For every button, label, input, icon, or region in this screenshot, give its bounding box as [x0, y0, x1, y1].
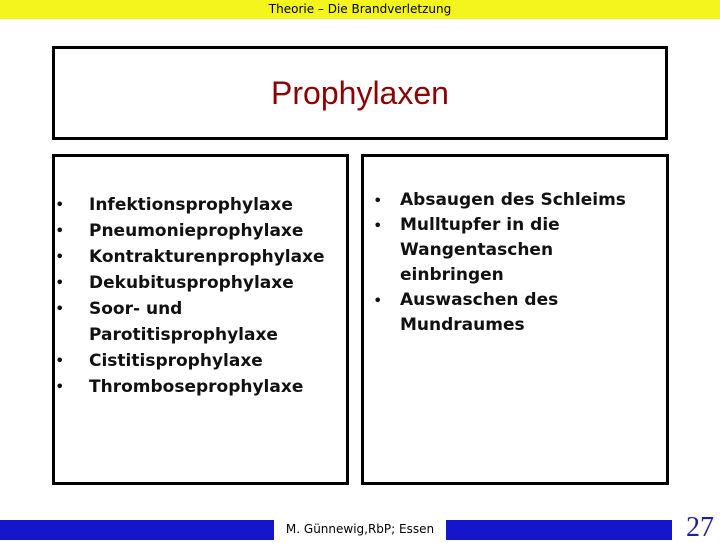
left-item [55, 218, 355, 244]
bullet-icon: • [373, 291, 383, 310]
left-item-line: Kontrakturenprophylaxe [89, 247, 325, 267]
left-bullet-list [55, 192, 355, 400]
bullet-icon: • [373, 216, 383, 235]
page-number-box [672, 512, 720, 543]
bullet-icon: • [55, 377, 65, 396]
left-item [55, 244, 355, 270]
right-item-line: Absaugen des Schleims [400, 190, 626, 210]
bullet-icon: • [55, 221, 65, 240]
left-item [55, 192, 355, 218]
left-item-line: Pneumonieprophylaxe [89, 221, 304, 241]
right-item [365, 188, 665, 213]
slide-title: Prophylaxen [271, 75, 449, 111]
bullet-icon: • [55, 351, 65, 370]
bullet-icon: • [55, 247, 65, 266]
header-title: Theorie – Die Brandverletzung [268, 2, 452, 16]
left-item-line: Infektionsprophylaxe [89, 195, 293, 215]
left-item-line: Parotitisprophylaxe [89, 325, 278, 345]
left-item [55, 270, 355, 296]
bullet-icon: • [55, 299, 65, 318]
right-item-line: Mundraumes [400, 315, 525, 335]
right-item [365, 288, 665, 338]
left-item [55, 348, 355, 374]
page-number: 27 [686, 512, 714, 543]
bullet-icon: • [55, 195, 65, 214]
right-item-line: Wangentaschen [400, 240, 554, 260]
left-item-line: Dekubitusprophylaxe [89, 273, 294, 293]
bullet-icon: • [55, 273, 65, 292]
footer-author: M. Günnewig,RbP; Essen [285, 522, 435, 536]
right-item-line: Auswaschen des [400, 290, 559, 310]
right-item-line: einbringen [400, 265, 504, 285]
left-item-line: Cistitisprophylaxe [89, 351, 263, 371]
bullet-icon: • [373, 191, 383, 210]
header-bar [0, 0, 720, 19]
left-item-line: Thromboseprophylaxe [89, 377, 304, 397]
right-item-line: Mulltupfer in die [400, 215, 560, 235]
left-item-line: Soor- und [89, 299, 183, 319]
left-item [55, 374, 355, 400]
left-item [55, 296, 355, 348]
right-item [365, 213, 665, 288]
right-bullet-list [365, 188, 665, 338]
title-box [52, 46, 668, 140]
footer-author-box [274, 519, 446, 540]
